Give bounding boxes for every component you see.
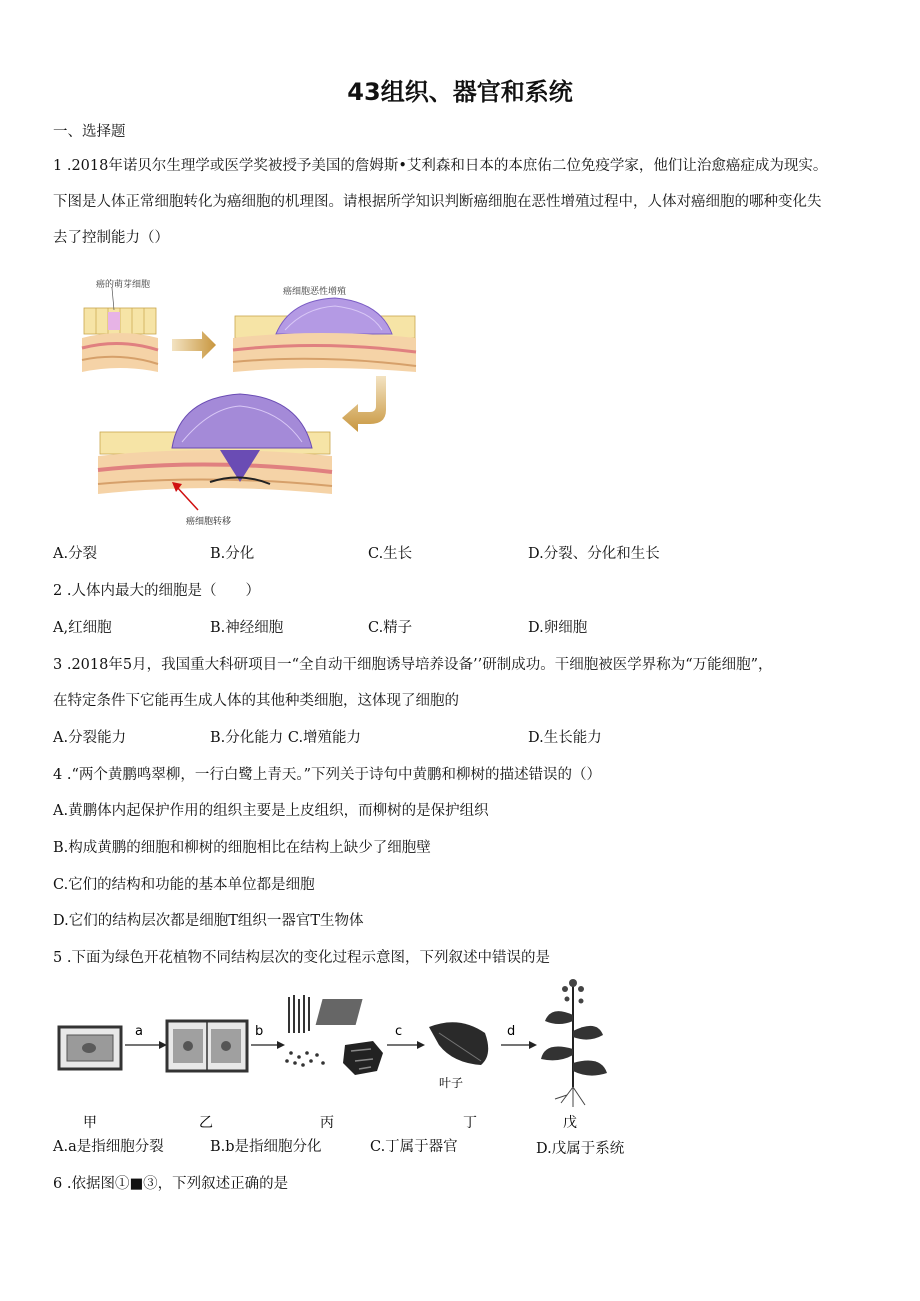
q4-option-d[interactable]: D.它们的结构层次都是细胞T组织一器官T生物体 <box>53 913 364 929</box>
q1-stem-line2: 下图是人体正常细胞转化为癌细胞的机理图。请根据所学知识判断癌细胞在恶性增殖过程中，人体对癌细胞的哪种变化失 <box>53 194 822 210</box>
normal-tissue-panel <box>82 288 158 372</box>
q2-option-d[interactable]: D.卵细胞 <box>528 620 588 636</box>
leaf-icon <box>429 1022 488 1065</box>
section-heading: 一、选择题 <box>53 124 126 140</box>
q4-option-b[interactable]: B.构成黄鹏的细胞和柳树的细胞相比在结构上缺少了细胞壁 <box>53 840 431 856</box>
cancer-mechanism-figure <box>80 272 420 527</box>
q1-option-a[interactable]: A.分裂 <box>53 546 98 562</box>
q1-stem-line3: 去了控制能力（） <box>53 230 169 246</box>
stage-label-wu: 戊 <box>563 1115 577 1131</box>
q2-option-b[interactable]: B.神经细胞 <box>210 620 284 636</box>
q1-stem-line1: 1 .2018年诺贝尔生理学或医学奖被授予美国的詹姆斯•艾利森和日本的本庶佑二位免疫学家，他们让治愈癌症成为现实。 <box>53 158 828 174</box>
label-sprout-cell: 癌的萌芽细胞 <box>96 280 151 290</box>
arrow-label-a: a <box>135 1024 143 1039</box>
tissues-icon <box>285 995 383 1075</box>
metastasis-panel <box>98 394 332 510</box>
q3-stem-line2: 在特定条件下它能再生成人体的其他种类细胞，这体现了细胞的 <box>53 693 459 709</box>
q2-stem: 2 .人体内最大的细胞是（ ） <box>53 583 260 599</box>
stage-label-yi: 乙 <box>199 1115 213 1131</box>
label-proliferation: 癌细胞恶性增殖 <box>283 287 347 297</box>
q6-stem: 6 .依据图①■③，下列叙述正确的是 <box>53 1176 289 1192</box>
plant-icon <box>541 979 607 1107</box>
q4-option-a[interactable]: A.黄鹏体内起保护作用的组织主要是上皮组织，而柳树的是保护组织 <box>53 803 489 819</box>
q1-option-d[interactable]: D.分裂、分化和生长 <box>528 546 660 562</box>
q5-option-d[interactable]: D.戊属于系统 <box>536 1141 625 1157</box>
q1-option-c[interactable]: C.生长 <box>368 546 413 562</box>
q3-stem-line1: 3 .2018年5月，我国重大科研项目一“全自动干细胞诱导培养设备’’研制成功。干细胞被医学界称为“万能细胞”， <box>53 657 773 673</box>
arrow-label-d: d <box>507 1024 516 1039</box>
single-cell-icon <box>59 1027 121 1069</box>
stage-label-ding: 丁 <box>463 1115 477 1131</box>
q1-option-b[interactable]: B.分化 <box>210 546 255 562</box>
q5-option-c[interactable]: C.丁属于器官 <box>370 1139 458 1155</box>
leaf-label: 叶子 <box>439 1076 464 1090</box>
arrow-label-b: b <box>255 1024 264 1039</box>
q3-option-d[interactable]: D.生长能力 <box>528 730 602 746</box>
q4-option-c[interactable]: C.它们的结构和功能的基本单位都是细胞 <box>53 877 315 893</box>
q3-option-bc[interactable]: B.分化能力 C.增殖能力 <box>210 730 362 746</box>
q2-option-c[interactable]: C.精子 <box>368 620 413 636</box>
divided-cells-icon <box>167 1021 247 1071</box>
arrow-right-icon <box>172 331 216 359</box>
stage-label-jia: 甲 <box>83 1115 97 1131</box>
label-metastasis: 癌细胞转移 <box>186 517 232 527</box>
stage-label-bing: 丙 <box>320 1115 334 1131</box>
arrow-curve-icon <box>342 376 386 432</box>
proliferation-panel <box>233 298 416 372</box>
plant-structure-figure <box>55 975 635 1135</box>
arrow-label-c: c <box>395 1024 403 1039</box>
page-title: 43组织、器官和系统 <box>347 78 573 106</box>
q4-stem: 4 .“两个黄鹏鸣翠柳，一行白鹭上青天。”下列关于诗句中黄鹏和柳树的描述错误的（） <box>53 767 602 783</box>
q2-option-a[interactable]: A,红细胞 <box>53 620 112 636</box>
q5-stem: 5 .下面为绿色开花植物不同结构层次的变化过程示意图，下列叙述中错误的是 <box>53 950 550 966</box>
q3-option-a[interactable]: A.分裂能力 <box>53 730 127 746</box>
q5-option-a[interactable]: A.a是指细胞分裂 <box>53 1139 164 1155</box>
q5-option-b[interactable]: B.b是指细胞分化 <box>210 1139 322 1155</box>
